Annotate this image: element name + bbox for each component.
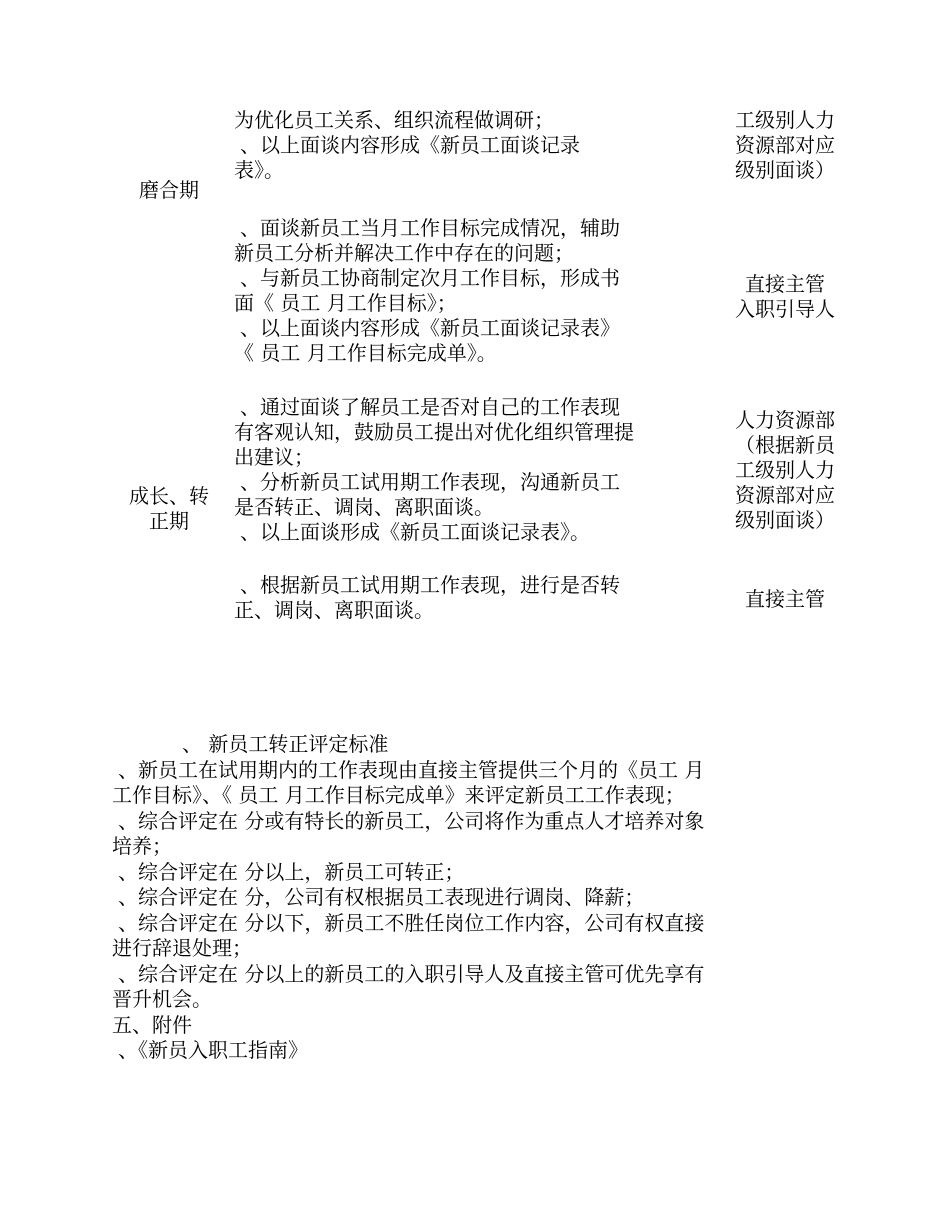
text-line: 、新员工在试用期内的工作表现由直接主管提供三个月的《员工 月 — [118, 757, 705, 782]
text-line: 、以上面谈内容形成《新员工面谈记录表》 — [240, 316, 620, 340]
appendix-item: 、《新员入职工指南》 — [118, 1038, 308, 1062]
text-line: 、面谈新员工当月工作目标完成情况，辅助 — [240, 216, 620, 240]
section-title: 、 新员工转正评定标准 — [182, 732, 389, 756]
text-line: 进行辞退处理； — [112, 936, 252, 960]
text-line: 新员工分析并解决工作中存在的问题； — [234, 241, 574, 265]
text-line: 直接主管 — [745, 587, 825, 611]
text-line: 正、调岗、离职面谈。 — [234, 598, 434, 622]
table-row-1-responsible — [720, 108, 850, 183]
text-line: 面《 员工 月工作目标》； — [234, 291, 457, 315]
text-line: 资源部对应 — [735, 133, 835, 157]
text-line: 成长、转 — [129, 484, 209, 508]
text-line: 、根据新员工试用期工作表现，进行是否转 — [240, 573, 620, 597]
table-row-1-content — [234, 108, 714, 183]
text-line: 正期 — [149, 509, 189, 533]
text-line: 表》。 — [234, 158, 284, 182]
text-line: 工级别人力 — [735, 108, 835, 132]
table-row-2-responsible — [720, 272, 850, 322]
text-line: 、与新员工协商制定次月工作目标，形成书 — [240, 266, 620, 290]
text-line: 有客观认知，鼓励员工提出对优化组织管理提 — [234, 420, 634, 444]
text-line: 磨合期 — [139, 178, 199, 202]
text-line: 直接主管 — [745, 272, 825, 296]
phase-label-growth — [114, 484, 224, 534]
appendix-title: 五、附件 — [112, 1012, 192, 1037]
text-line: 级别面谈） — [735, 508, 835, 532]
text-line: 、分析新员工试用期工作表现，沟通新员工 — [240, 470, 620, 494]
text-line: （根据新员 — [735, 433, 835, 457]
text-line: 晋升机会。 — [112, 987, 212, 1011]
text-line: 为优化员工关系、组织流程做调研； — [234, 108, 554, 132]
table-row-3-content — [234, 395, 714, 545]
text-line: 工作目标》、《 员工 月工作目标完成单》来评定新员工工作表现； — [112, 783, 685, 807]
table-row-4-responsible — [720, 587, 850, 612]
table-row-2-content — [234, 216, 714, 366]
text-line: 出建议； — [234, 445, 314, 469]
text-line: 《 员工 月工作目标完成单》。 — [234, 341, 497, 365]
text-line: 、综合评定在 分以上，新员工可转正； — [118, 859, 465, 884]
text-line: 资源部对应 — [735, 483, 835, 507]
text-line: 、以上面谈内容形成《新员工面谈记录 — [240, 133, 580, 157]
text-line: 培养； — [112, 834, 172, 858]
text-line: 、通过面谈了解员工是否对自己的工作表现 — [240, 395, 620, 419]
text-line: 、综合评定在 分或有特长的新员工，公司将作为重点人才培养对象 — [118, 808, 705, 833]
text-line: 人力资源部 — [735, 408, 835, 432]
text-line: 工级别人力 — [735, 458, 835, 482]
text-line: 、综合评定在 分，公司有权根据员工表现进行调岗、降薪； — [118, 885, 645, 909]
evaluation-standard-section — [112, 732, 832, 1064]
text-line: 入职引导人 — [735, 297, 835, 321]
text-line: 、综合评定在 分以下，新员工不胜任岗位工作内容，公司有权直接 — [118, 910, 705, 935]
table-row-4-content — [234, 573, 714, 623]
text-line: 级别面谈） — [735, 158, 835, 182]
text-line: 、综合评定在 分以上的新员工的入职引导人及直接主管可优先享有 — [118, 961, 705, 986]
table-row-3-responsible — [720, 408, 850, 533]
text-line: 、以上面谈形成《新员工面谈记录表》。 — [240, 520, 590, 544]
text-line: 是否转正、调岗、离职面谈。 — [234, 495, 494, 519]
phase-label-adjustment — [114, 178, 224, 203]
